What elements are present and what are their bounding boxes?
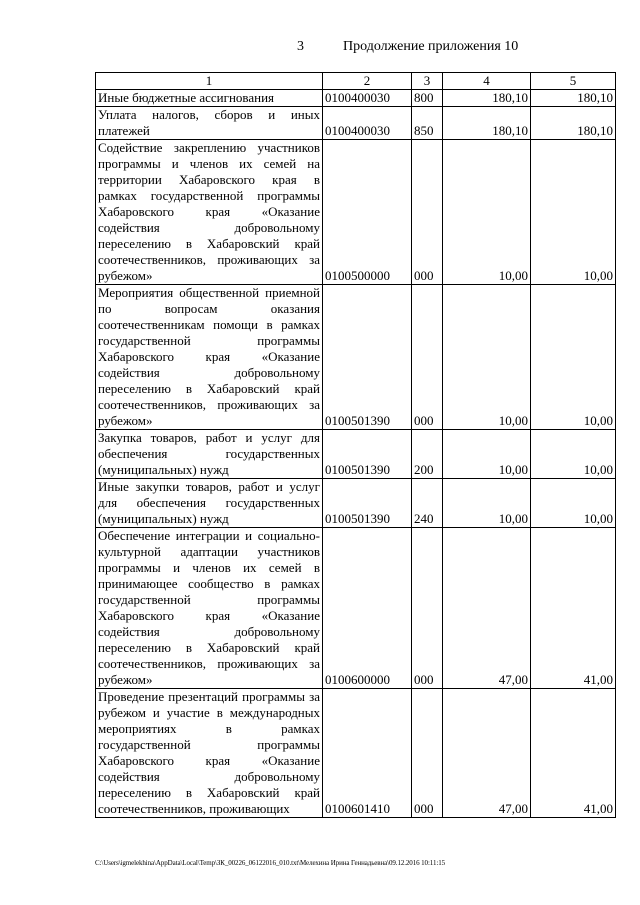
row-value-col5: 41,00 <box>531 689 616 818</box>
row-code: 0100500000 <box>323 140 412 285</box>
row-value-col5: 10,00 <box>531 430 616 479</box>
table-row <box>96 689 616 818</box>
page-number: 3 <box>297 39 304 54</box>
table-row <box>96 285 616 430</box>
row-name: Мероприятия общественной приемной по вопросам оказания соотечественникам помощи в рамках государственной программы Хабаровского края «Оказание содействия добровольному переселению в Хабаровский край соотечественников, проживающих за рубежом» <box>96 285 323 430</box>
row-value-col4: 180,10 <box>443 107 531 140</box>
row-code: 0100601410 <box>323 689 412 818</box>
row-code: 0100400030 <box>323 90 412 107</box>
row-name: Иные закупки товаров, работ и услуг для обеспечения государственных (муниципальных) нужд <box>96 479 323 528</box>
row-value-col4: 10,00 <box>443 285 531 430</box>
table-row <box>96 107 616 140</box>
row-value-col5: 10,00 <box>531 479 616 528</box>
row-code: 0100501390 <box>323 479 412 528</box>
row-value-col4: 10,00 <box>443 479 531 528</box>
row-value-col5: 180,10 <box>531 107 616 140</box>
row-code: 0100501390 <box>323 430 412 479</box>
row-name: Проведение презентаций программы за рубежом и участие в международных мероприятиях в рамках государственной программы Хабаровского края «Оказание содействия добровольному переселению в Хабаровский край соотечественников, проживающих <box>96 689 323 818</box>
appendix-continuation-title: Продолжение приложения 10 <box>343 39 519 54</box>
row-code: 0100600000 <box>323 528 412 689</box>
row-code: 0100400030 <box>323 107 412 140</box>
column-header-2: 2 <box>323 73 412 90</box>
table-row <box>96 430 616 479</box>
row-kind: 240 <box>412 479 443 528</box>
row-kind: 200 <box>412 430 443 479</box>
row-kind: 850 <box>412 107 443 140</box>
table-row <box>96 528 616 689</box>
row-value-col5: 10,00 <box>531 140 616 285</box>
table-row <box>96 479 616 528</box>
row-code: 0100501390 <box>323 285 412 430</box>
budget-table <box>95 72 616 818</box>
row-name: Иные бюджетные ассигнования <box>96 90 323 107</box>
row-name: Уплата налогов, сборов и иных платежей <box>96 107 323 140</box>
row-name: Обеспечение интеграции и социально-культурной адаптации участников программы и членов их семей в принимающее сообщество в рамках государственной программы Хабаровского края «Оказание содействия добровольному переселению в Хабаровский край соотечественников, проживающих за рубежом» <box>96 528 323 689</box>
row-name: Содействие закреплению участников программы и членов их семей на территории Хабаровского края в рамках государственной программы Хабаровского края «Оказание содействия добровольному переселению в Хабаровский край соотечественников, проживающих за рубежом» <box>96 140 323 285</box>
table-header-row <box>96 73 616 90</box>
row-value-col4: 180,10 <box>443 90 531 107</box>
row-name: Закупка товаров, работ и услуг для обеспечения государственных (муниципальных) нужд <box>96 430 323 479</box>
row-value-col5: 180,10 <box>531 90 616 107</box>
row-kind: 000 <box>412 689 443 818</box>
column-header-1: 1 <box>96 73 323 90</box>
row-value-col4: 47,00 <box>443 689 531 818</box>
row-kind: 000 <box>412 140 443 285</box>
row-value-col5: 41,00 <box>531 528 616 689</box>
row-value-col4: 10,00 <box>443 430 531 479</box>
row-value-col4: 47,00 <box>443 528 531 689</box>
table-row <box>96 140 616 285</box>
row-kind: 800 <box>412 90 443 107</box>
row-value-col4: 10,00 <box>443 140 531 285</box>
column-header-3: 3 <box>412 73 443 90</box>
table-row <box>96 90 616 107</box>
column-header-4: 4 <box>443 73 531 90</box>
file-path-footer: C:\Users\igmelekhina\AppData\Local\Temp\ЗК_00226_06122016_010.txt\Мелехина Ирина Геннадьевна\09.12.2016 10:11:15 <box>95 859 445 867</box>
row-kind: 000 <box>412 528 443 689</box>
column-header-5: 5 <box>531 73 616 90</box>
row-kind: 000 <box>412 285 443 430</box>
row-value-col5: 10,00 <box>531 285 616 430</box>
